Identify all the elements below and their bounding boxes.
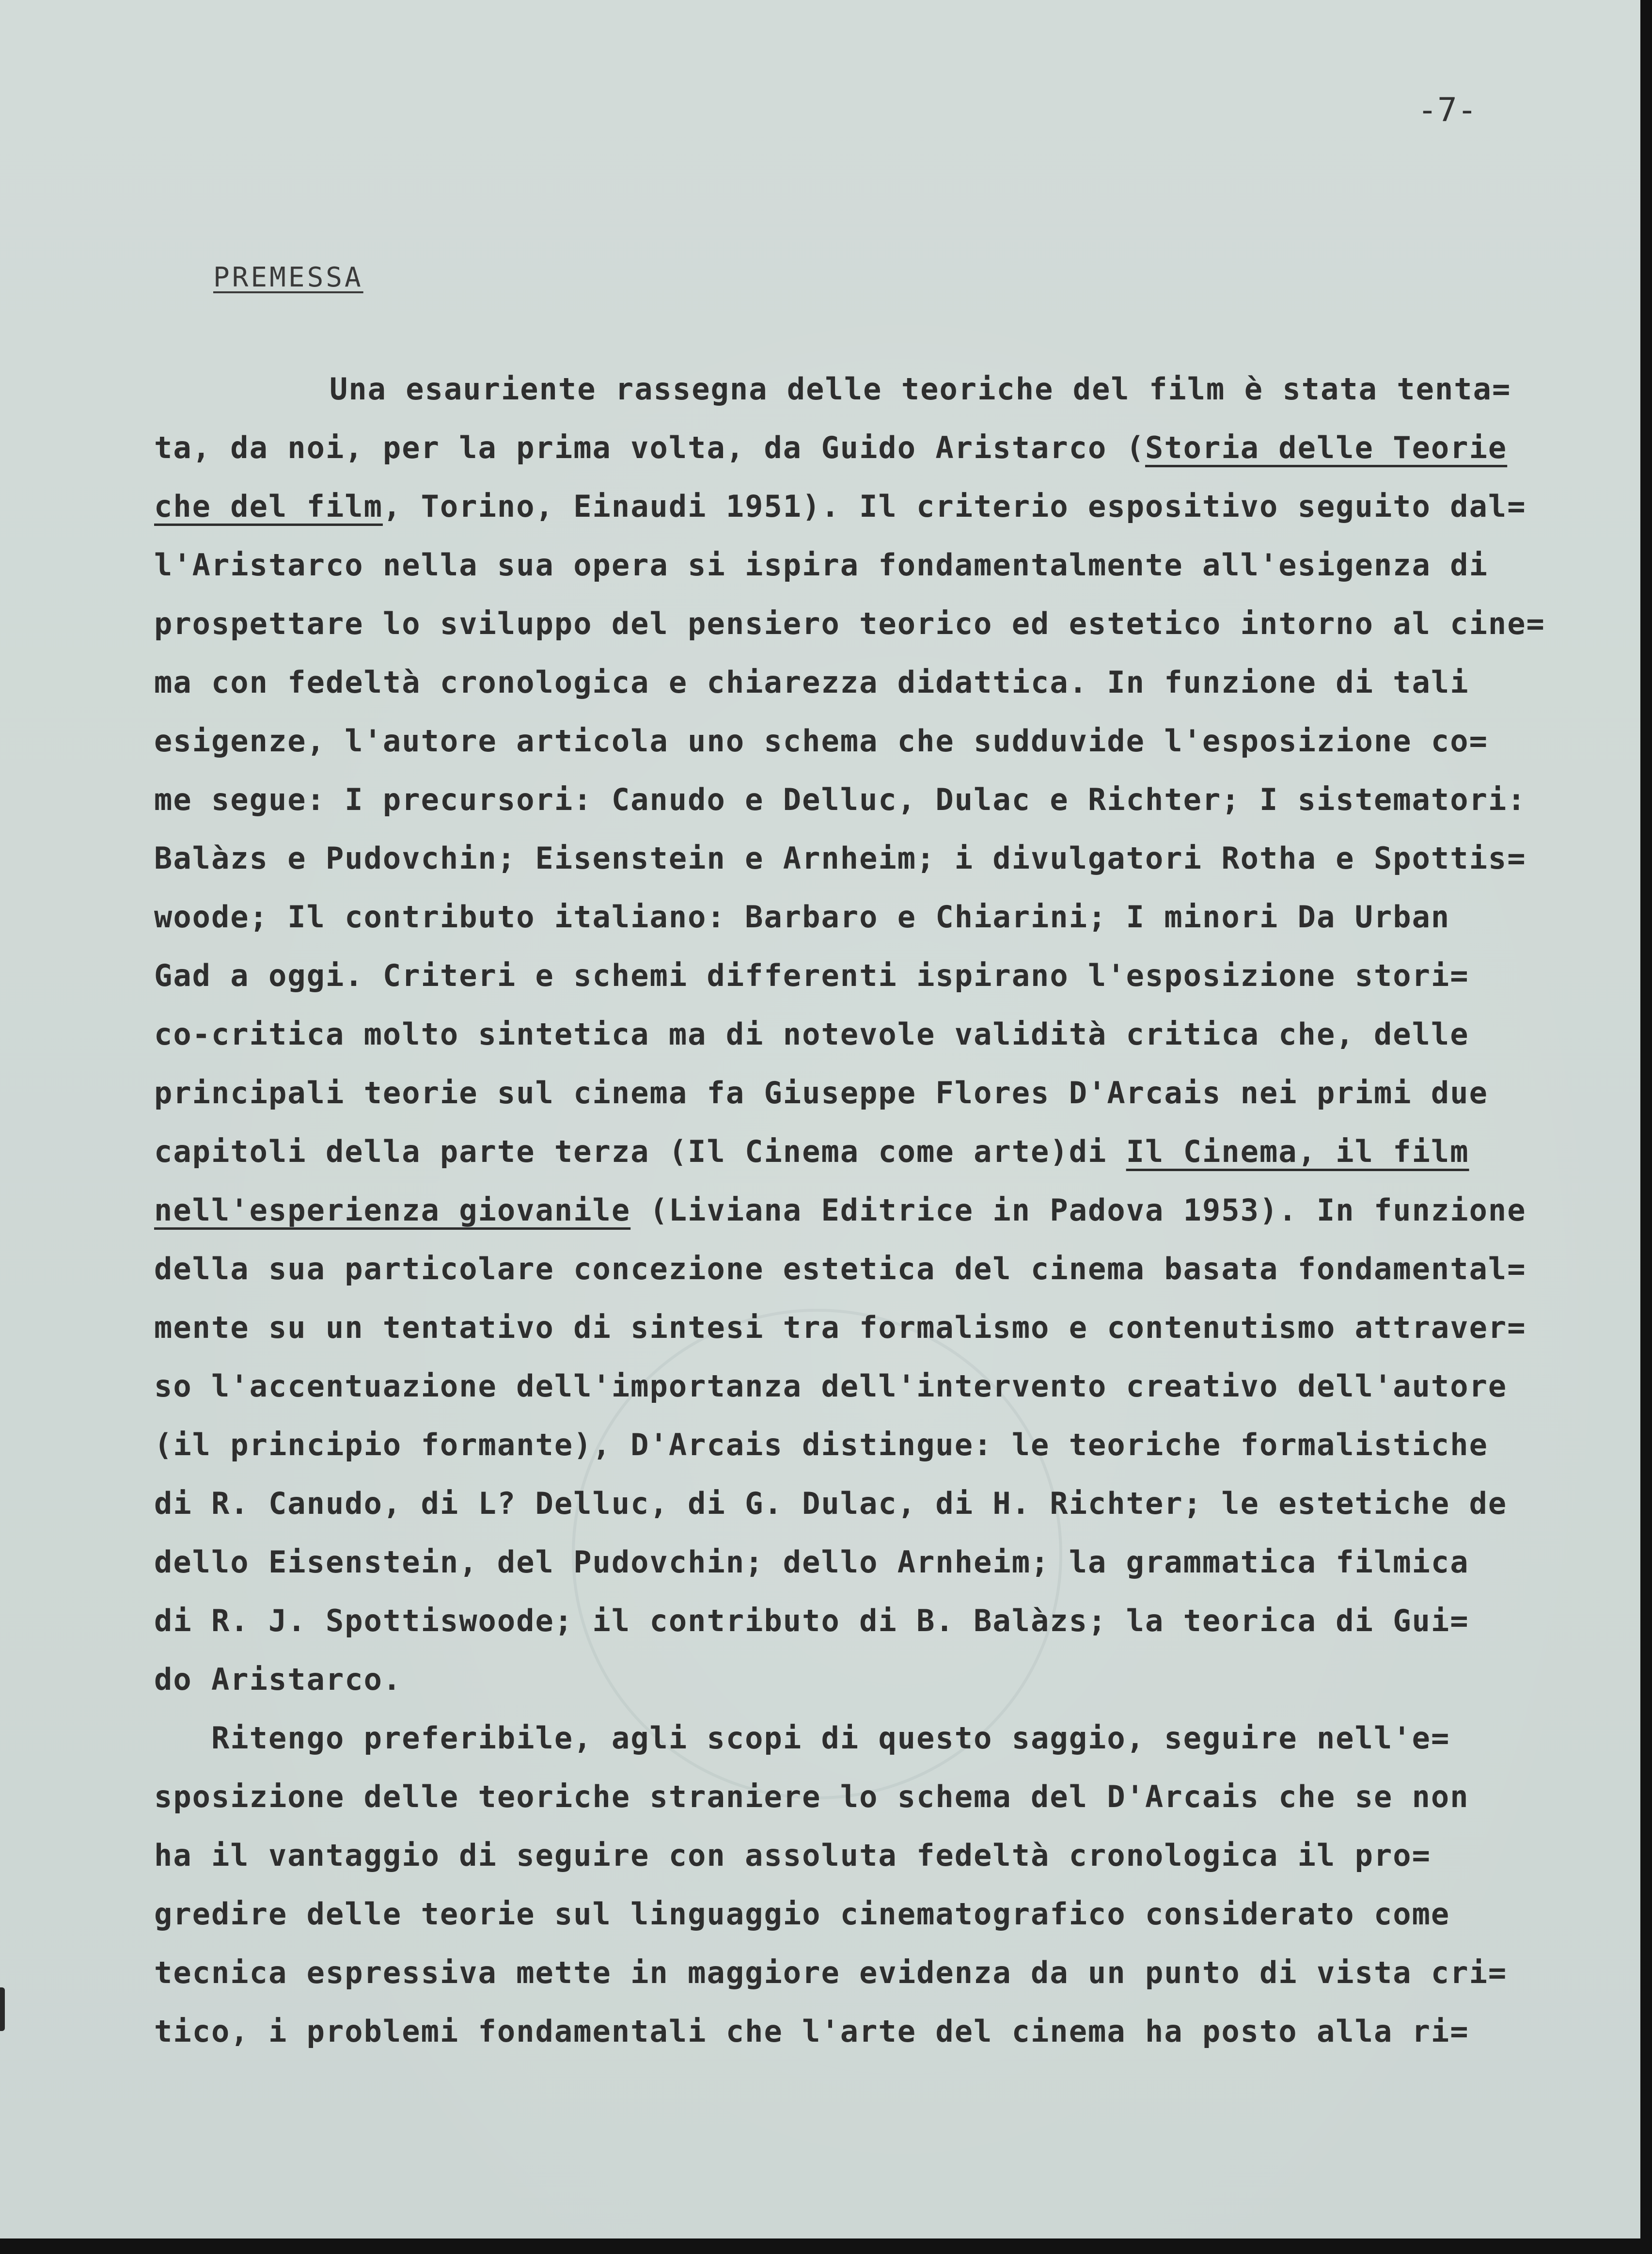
line-segment: so l'accentuazione dell'importanza dell'intervento creativo dell'autore [154, 1368, 1508, 1404]
body-text [154, 360, 1569, 2061]
line-segment: Balàzs e Pudovchin; Eisenstein e Arnheim; i divulgatori Rotha e Spottis= [154, 841, 1526, 876]
line-segment: gredire delle teorie sul linguaggio cinematografico considerato come [154, 1896, 1450, 1932]
underlined-title: Il Cinema, il film [1126, 1134, 1469, 1169]
line-segment: l'Aristarco nella sua opera si ispira fondamentalmente all'esigenza di [154, 547, 1488, 583]
text-line [154, 1298, 1569, 1357]
page-number: -7- [1417, 91, 1477, 129]
line-segment: co-critica molto sintetica ma di notevole validità critica che, delle [154, 1016, 1469, 1052]
line-segment: esigenze, l'autore articola uno schema che sudduvide l'esposizione co= [154, 723, 1488, 759]
text-line [154, 1181, 1569, 1239]
line-segment: Ritengo preferibile, agli scopi di questo saggio, seguire nell'e= [211, 1720, 1450, 1756]
line-segment: prospettare lo sviluppo del pensiero teorico ed estetico intorno al cine= [154, 606, 1545, 641]
text-line [154, 536, 1569, 594]
text-line [154, 1885, 1569, 1943]
text-line [154, 2002, 1569, 2061]
line-segment: do Aristarco. [154, 1662, 402, 1697]
text-line [154, 1591, 1569, 1650]
text-line [154, 1005, 1569, 1064]
text-line [154, 1943, 1569, 2002]
line-segment: della sua particolare concezione estetica del cinema basata fondamental= [154, 1251, 1526, 1286]
line-segment: , Torino, Einaudi 1951). Il criterio espositivo seguito dal= [382, 489, 1526, 524]
line-segment: sposizione delle teoriche straniere lo schema del D'Arcais che se non [154, 1779, 1469, 1814]
text-line [154, 418, 1569, 477]
scan-border-right [1640, 0, 1652, 2254]
text-line [154, 1357, 1569, 1415]
text-line [154, 1533, 1569, 1591]
underlined-title: nell'esperienza giovanile [154, 1192, 631, 1228]
line-segment: principali teorie sul cinema fa Giuseppe Flores D'Arcais nei primi due [154, 1075, 1488, 1111]
line-segment: tico, i problemi fondamentali che l'arte del cinema ha posto alla ri= [154, 2014, 1469, 2049]
text-line [154, 1650, 1569, 1709]
line-segment: capitoli della parte terza (Il Cinema come arte)di [154, 1134, 1126, 1169]
line-segment: dello Eisenstein, del Pudovchin; dello Arnheim; la grammatica filmica [154, 1544, 1469, 1580]
line-segment: ta, da noi, per la prima volta, da Guido Aristarco ( [154, 430, 1146, 465]
line-segment: (Liviana Editrice in Padova 1953). In funzione [630, 1192, 1526, 1228]
text-line [154, 770, 1569, 829]
line-segment: ha il vantaggio di seguire con assoluta fedeltà cronologica il pro= [154, 1838, 1431, 1873]
text-line [154, 712, 1569, 770]
line-segment: Gad a oggi. Criteri e schemi differenti ispirano l'esposizione stori= [154, 958, 1469, 993]
line-segment: woode; Il contributo italiano: Barbaro e Chiarini; I minori Da Urban [154, 899, 1450, 935]
text-line [154, 888, 1569, 946]
text-line [154, 1709, 1569, 1767]
text-line [154, 1122, 1569, 1181]
text-line [154, 1474, 1569, 1533]
text-line [154, 653, 1569, 712]
text-line [154, 946, 1569, 1005]
line-segment: di R. Canudo, di L? Delluc, di G. Dulac, di H. Richter; le estetiche de [154, 1486, 1508, 1521]
underlined-title: Storia delle Teorie [1145, 430, 1508, 465]
line-segment: me segue: I precursori: Canudo e Delluc, Dulac e Richter; I sistematori: [154, 782, 1526, 817]
text-line [154, 360, 1569, 418]
scan-edge-mark [0, 1987, 5, 2031]
text-line [154, 1239, 1569, 1298]
text-line [154, 1064, 1569, 1122]
line-segment: Una esauriente rassegna delle teoriche del film è stata tenta= [330, 371, 1511, 407]
text-line [154, 594, 1569, 653]
line-segment: mente su un tentativo di sintesi tra formalismo e contenutismo attraver= [154, 1310, 1526, 1345]
text-line [154, 1767, 1569, 1826]
scan-border-bottom [0, 2238, 1652, 2254]
line-segment: (il principio formante), D'Arcais distingue: le teoriche formalistiche [154, 1427, 1488, 1462]
section-heading: PREMESSA [213, 262, 363, 293]
text-line [154, 1826, 1569, 1885]
underlined-title: che del film [154, 489, 383, 524]
text-line [154, 1415, 1569, 1474]
text-line [154, 829, 1569, 888]
line-segment: di R. J. Spottiswoode; il contributo di B. Balàzs; la teorica di Gui= [154, 1603, 1469, 1638]
text-line [154, 477, 1569, 536]
line-segment: ma con fedeltà cronologica e chiarezza didattica. In funzione di tali [154, 665, 1469, 700]
line-segment: tecnica espressiva mette in maggiore evidenza da un punto di vista cri= [154, 1955, 1508, 1990]
